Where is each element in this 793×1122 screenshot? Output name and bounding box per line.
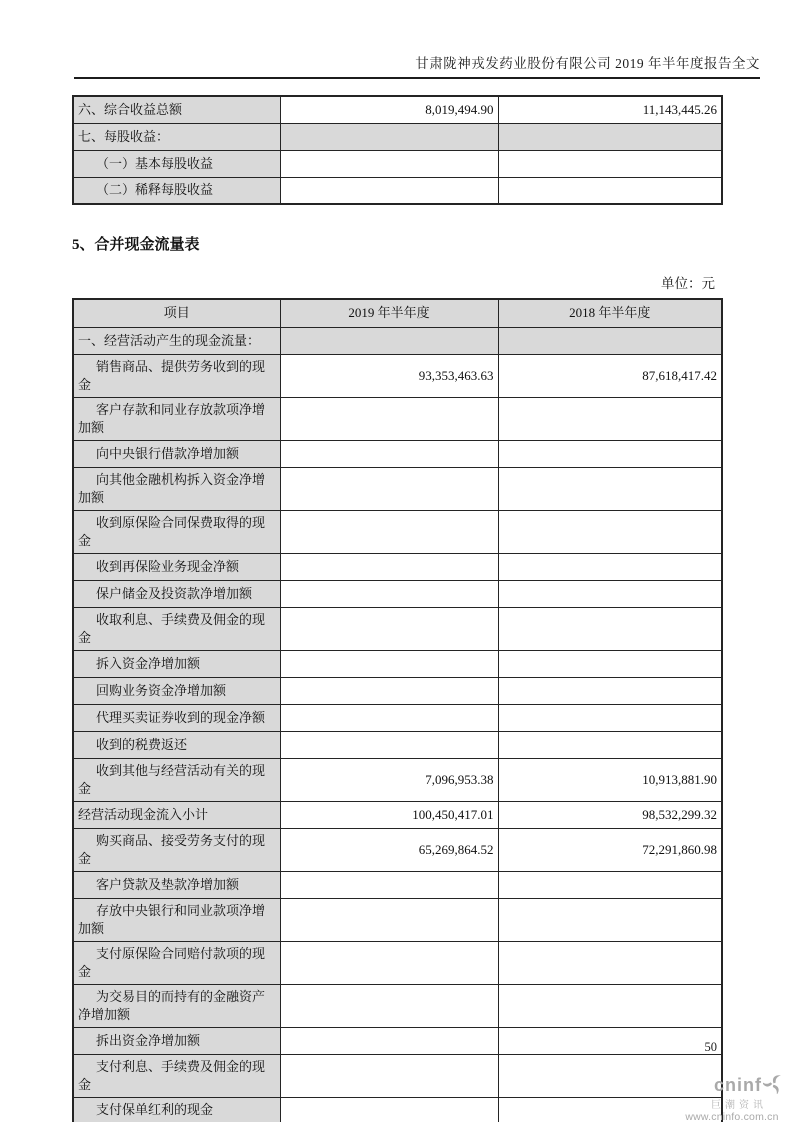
value-2019-cell: [280, 1027, 498, 1054]
row-label-cell: 六、综合收益总额: [73, 96, 280, 123]
value-2018-cell: [498, 553, 722, 580]
document-header: [74, 0, 760, 79]
row-label-cell: 代理买卖证券收到的现金净额: [73, 704, 280, 731]
row-label-cell: 向中央银行借款净增加额: [73, 440, 280, 467]
value-2018-cell: [498, 150, 722, 177]
header-title: 甘肃陇神戎发药业股份有限公司 2019 年半年度报告全文: [415, 56, 760, 71]
swirl-icon: [763, 1074, 783, 1099]
value-2019-cell: 100,450,417.01: [280, 801, 498, 828]
cninfo-chinese-name: 巨潮资讯: [711, 1099, 767, 1111]
table-row: [73, 828, 722, 871]
cninfo-logo-top: [677, 1074, 787, 1099]
cninfo-url: www.cninfo.com.cn: [685, 1110, 779, 1122]
value-2019-cell: [280, 731, 498, 758]
value-2019-cell: [280, 650, 498, 677]
value-2018-cell: [498, 1027, 722, 1054]
value-2019-cell: 93,353,463.63: [280, 354, 498, 397]
comprehensive-income-table: [72, 95, 723, 205]
value-2018-cell: [498, 984, 722, 1027]
table-row: [73, 704, 722, 731]
value-2018-cell: [498, 440, 722, 467]
value-2018-cell: [498, 327, 722, 354]
table-row: [73, 801, 722, 828]
section-title: 5、合并现金流量表: [72, 237, 200, 253]
value-2019-cell: [280, 397, 498, 440]
table-row: [73, 123, 722, 150]
value-2019-cell: [280, 177, 498, 204]
row-label-cell: 支付利息、手续费及佣金的现金: [73, 1054, 280, 1097]
page-content: [72, 95, 721, 1122]
row-label-cell: 七、每股收益：: [73, 123, 280, 150]
value-2018-cell: [498, 580, 722, 607]
value-2019-cell: [280, 1097, 498, 1122]
value-2018-cell: [498, 677, 722, 704]
table-row: [73, 984, 722, 1027]
table-row: [73, 440, 722, 467]
value-2018-cell: [498, 607, 722, 650]
row-label-cell: 经营活动现金流入小计: [73, 801, 280, 828]
value-2019-cell: [280, 123, 498, 150]
table-row: [73, 580, 722, 607]
table-row: [73, 467, 722, 510]
value-2019-cell: [280, 984, 498, 1027]
row-label-cell: （二）稀释每股收益: [73, 177, 280, 204]
table-row: [73, 1027, 722, 1054]
table-row: [73, 898, 722, 941]
table-row: [73, 677, 722, 704]
row-label-cell: 客户贷款及垫款净增加额: [73, 871, 280, 898]
value-2018-cell: [498, 467, 722, 510]
table-row: [73, 354, 722, 397]
row-label-cell: 向其他金融机构拆入资金净增加额: [73, 467, 280, 510]
value-2018-cell: 10,913,881.90: [498, 758, 722, 801]
table-row: [73, 941, 722, 984]
unit-label: 单位：元: [661, 276, 715, 291]
row-label-cell: 支付原保险合同赔付款项的现金: [73, 941, 280, 984]
value-2018-cell: [498, 941, 722, 984]
value-2019-cell: [280, 150, 498, 177]
row-label-cell: 收取利息、手续费及佣金的现金: [73, 607, 280, 650]
value-2019-cell: [280, 941, 498, 984]
value-2018-cell: 72,291,860.98: [498, 828, 722, 871]
table-row: [73, 96, 722, 123]
table-row: [73, 871, 722, 898]
table-row: [73, 607, 722, 650]
row-label-cell: 支付保单红利的现金: [73, 1097, 280, 1122]
row-label-cell: 销售商品、提供劳务收到的现金: [73, 354, 280, 397]
table-row: [73, 650, 722, 677]
row-label-cell: 收到原保险合同保费取得的现金: [73, 510, 280, 553]
value-2018-cell: [498, 650, 722, 677]
value-2018-cell: [498, 177, 722, 204]
table-row: [73, 1054, 722, 1097]
section-row: [73, 327, 722, 354]
value-2019-cell: [280, 510, 498, 553]
value-2018-cell: [498, 731, 722, 758]
value-2019-cell: 65,269,864.52: [280, 828, 498, 871]
value-2019-cell: [280, 440, 498, 467]
value-2018-cell: 87,618,417.42: [498, 354, 722, 397]
row-label-cell: 一、经营活动产生的现金流量：: [73, 327, 280, 354]
value-2019-cell: [280, 677, 498, 704]
value-2018-cell: [498, 704, 722, 731]
value-2019-cell: [280, 553, 498, 580]
row-label-cell: 为交易目的而持有的金融资产净增加额: [73, 984, 280, 1027]
value-2018-cell: [498, 898, 722, 941]
table-row: [73, 150, 722, 177]
value-2019-cell: 7,096,953.38: [280, 758, 498, 801]
row-label-cell: 回购业务资金净增加额: [73, 677, 280, 704]
table-row: [73, 177, 722, 204]
header-2019-column: 2019 年半年度: [280, 299, 498, 327]
table-row: [73, 553, 722, 580]
row-label-cell: 收到其他与经营活动有关的现金: [73, 758, 280, 801]
value-2018-cell: [498, 397, 722, 440]
value-2019-cell: [280, 898, 498, 941]
cninfo-brand-text: cninf: [714, 1075, 762, 1096]
row-label-cell: 存放中央银行和同业款项净增加额: [73, 898, 280, 941]
table-row: [73, 758, 722, 801]
table-row: [73, 731, 722, 758]
cashflow-header-row: [73, 299, 722, 327]
row-label-cell: 收到再保险业务现金净额: [73, 553, 280, 580]
cninfo-logo: [677, 1074, 787, 1122]
table-row: [73, 510, 722, 553]
value-2018-cell: [498, 510, 722, 553]
row-label-cell: 客户存款和同业存放款项净增加额: [73, 397, 280, 440]
header-item-column: 项目: [73, 299, 280, 327]
value-2019-cell: [280, 467, 498, 510]
value-2018-cell: 11,143,445.26: [498, 96, 722, 123]
row-label-cell: 保户储金及投资款净增加额: [73, 580, 280, 607]
table-row: [73, 397, 722, 440]
value-2019-cell: [280, 327, 498, 354]
table-row: [73, 1097, 722, 1122]
row-label-cell: 拆出资金净增加额: [73, 1027, 280, 1054]
value-2019-cell: [280, 1054, 498, 1097]
row-label-cell: 购买商品、接受劳务支付的现金: [73, 828, 280, 871]
cashflow-table: [72, 298, 723, 1122]
value-2019-cell: [280, 607, 498, 650]
row-label-cell: 收到的税费返还: [73, 731, 280, 758]
value-2018-cell: [498, 871, 722, 898]
row-label-cell: （一）基本每股收益: [73, 150, 280, 177]
value-2018-cell: [498, 123, 722, 150]
header-2018-column: 2018 年半年度: [498, 299, 722, 327]
page-number: 50: [704, 1040, 717, 1054]
value-2019-cell: [280, 871, 498, 898]
value-2019-cell: [280, 580, 498, 607]
value-2019-cell: 8,019,494.90: [280, 96, 498, 123]
value-2018-cell: 98,532,299.32: [498, 801, 722, 828]
value-2019-cell: [280, 704, 498, 731]
row-label-cell: 拆入资金净增加额: [73, 650, 280, 677]
